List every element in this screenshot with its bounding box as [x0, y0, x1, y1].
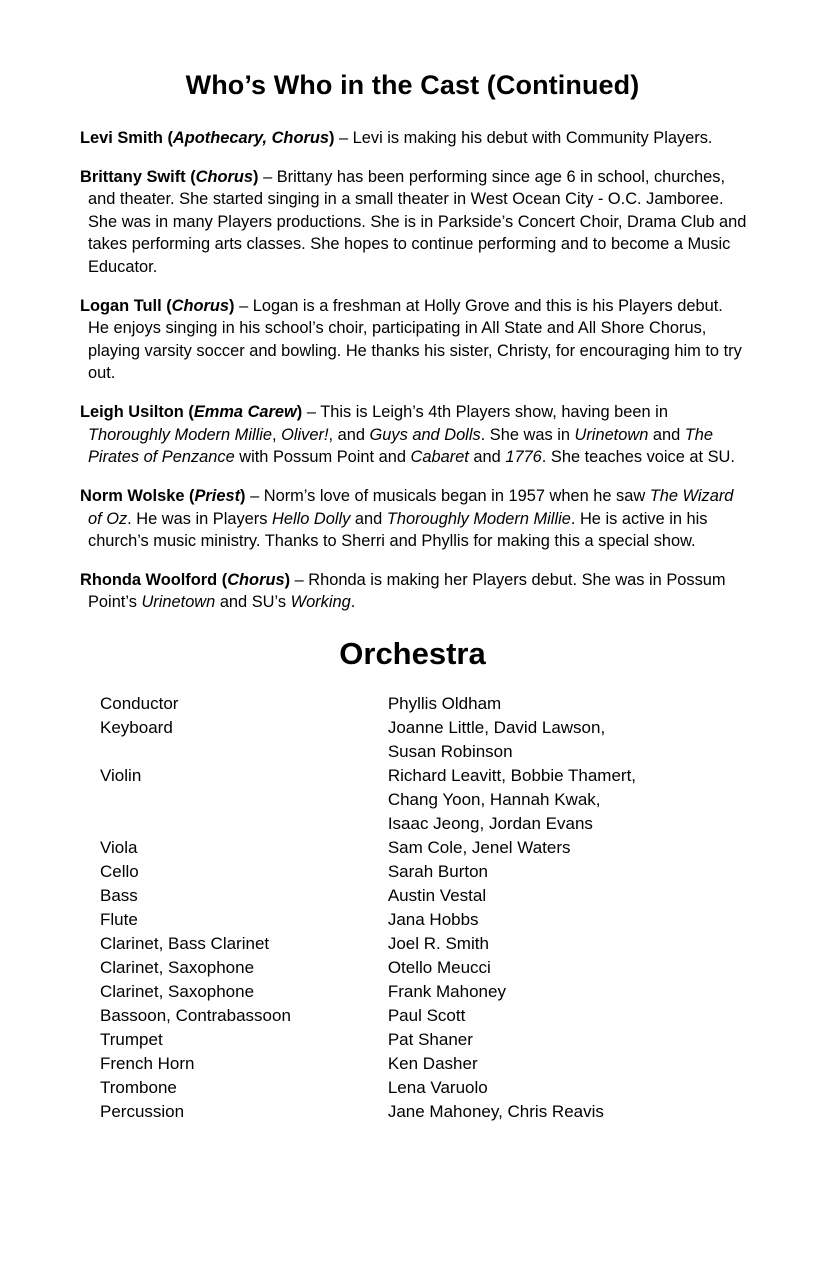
orchestra-member-line: Sarah Burton [387, 861, 489, 881]
orchestra-members [388, 716, 785, 764]
orchestra-role: Viola [100, 837, 138, 857]
bio-text: , [272, 425, 282, 444]
orchestra-role: Clarinet, Saxophone [100, 957, 255, 977]
orchestra-role: Bass [100, 885, 138, 905]
cast-member-name: Leigh Usilton [80, 403, 184, 422]
orchestra-role: Percussion [100, 1101, 185, 1121]
orchestra-members [388, 860, 785, 884]
orchestra-members [388, 836, 785, 860]
bio-text: . He was in Players [127, 509, 273, 528]
orchestra-member-line: Jane Mahoney, Chris Reavis [387, 1101, 604, 1121]
cast-bio-entry [80, 295, 747, 385]
bio-text: – Logan is a freshman at Holly Grove and this is his Players debut. He enjoys singing in his school’s choir, participating in All State and All Shore Chorus, playing varsity soccer and bowling. He thanks his sister, Christy, for encouraging him to try out. [88, 296, 742, 383]
bio-title-italic: Cabaret [410, 448, 469, 467]
cast-role-bold [194, 403, 297, 421]
bio-text: . He is active in his church’s music ministry. Thanks to Sherri and Phyllis for making this a special show. [88, 509, 708, 551]
orchestra-members [388, 1052, 785, 1076]
orchestra-member-line: Susan Robinson [387, 741, 513, 761]
bio-title-italic: Oliver! [281, 425, 329, 444]
orchestra-table-body [100, 692, 785, 1124]
orchestra-row [100, 980, 785, 1004]
bio-text: – Rhonda is making her Players debut. She was in Possum Point’s [88, 570, 726, 612]
orchestra-member-line: Chang Yoon, Hannah Kwak, [387, 789, 601, 809]
orchestra-row [100, 764, 785, 836]
bio-text: – Brittany has been performing since age 6 in school, churches, and theater. She started singing in a small theater in West Ocean City - O.C. Jamboree. She was in many Players productions. She is in Parkside’s Concert Choir, Drama Club and takes performing arts classes. She hopes to continue performing and to become a Music Educator. [88, 167, 747, 276]
orchestra-role: Cello [100, 861, 139, 881]
cast-member-name: Rhonda Woolford [80, 570, 218, 589]
orchestra-role: Conductor [100, 693, 179, 713]
orchestra-members [388, 1004, 785, 1028]
orchestra-row [100, 1076, 785, 1100]
orchestra-heading: Orchestra [339, 635, 486, 671]
orchestra-member-line: Lena Varuolo [387, 1077, 488, 1097]
cast-role-open-paren: ( [188, 403, 194, 422]
orchestra-role: Violin [100, 765, 142, 785]
orchestra-member-line: Sam Cole, Jenel Waters [387, 837, 571, 857]
orchestra-row [100, 1100, 785, 1124]
orchestra-role: Trombone [100, 1077, 177, 1097]
cast-role-close-paren: ) [296, 403, 303, 422]
cast-role-bold [196, 168, 253, 186]
orchestra-members [388, 692, 785, 716]
cast-role-open-paren: ( [189, 487, 195, 506]
cast-bio-entry [80, 401, 747, 469]
orchestra-role: Flute [100, 909, 138, 929]
orchestra-member-line: Pat Shaner [387, 1029, 473, 1049]
orchestra-members [388, 764, 785, 836]
cast-role-close-paren: ) [240, 487, 246, 506]
cast-member-name: Logan Tull [80, 296, 162, 315]
cast-role: Apothecary, Chorus [172, 129, 329, 147]
bio-title-italic: The Wizard of Oz [88, 487, 734, 528]
cast-role-bold [172, 297, 229, 315]
orchestra-row [100, 956, 785, 980]
cast-bio-list [80, 127, 747, 614]
bio-text: and [468, 448, 506, 467]
orchestra-members [388, 1100, 785, 1124]
bio-text: , and [328, 425, 370, 444]
orchestra-role: Clarinet, Saxophone [100, 981, 255, 1001]
orchestra-row [100, 836, 785, 860]
orchestra-row [100, 932, 785, 956]
orchestra-role: Trumpet [100, 1029, 163, 1049]
orchestra-member-line: Otello Meucci [387, 957, 491, 977]
bio-title-italic: Urinetown [141, 593, 216, 612]
orchestra-member-line: Richard Leavitt, Bobbie Thamert, [387, 765, 637, 785]
orchestra-members [388, 956, 785, 980]
orchestra-member-line: Austin Vestal [387, 885, 487, 905]
orchestra-role: Bassoon, Contrabassoon [100, 1005, 291, 1025]
bio-text: – Levi is making his debut with Community Players. [334, 129, 713, 147]
bio-title-italic: The Pirates of Penzance [88, 425, 714, 467]
cast-role-close-paren: ) [229, 296, 235, 315]
orchestra-role: Clarinet, Bass Clarinet [100, 933, 270, 953]
cast-role-open-paren: ( [221, 570, 228, 589]
cast-member-name: Brittany Swift [80, 167, 186, 186]
bio-title-italic: Hello Dolly [272, 509, 351, 528]
orchestra-row [100, 716, 785, 764]
orchestra-role: Keyboard [100, 717, 173, 737]
orchestra-member-line: Joanne Little, David Lawson, [387, 717, 606, 737]
bio-title-italic: Urinetown [574, 425, 649, 444]
cast-role: Priest [194, 487, 241, 506]
cast-role-close-paren: ) [328, 129, 335, 147]
bio-title-italic: Thoroughly Modern Millie [386, 509, 571, 528]
cast-role-open-paren: ( [190, 167, 196, 186]
bio-title-italic: Guys and Dolls [369, 425, 481, 444]
orchestra-row [100, 1004, 785, 1028]
cast-role: Chorus [227, 570, 285, 589]
cast-role: Chorus [195, 167, 254, 186]
bio-text: . [350, 593, 356, 612]
bio-text: – Norm’s love of musicals began in 1957 when he saw [245, 487, 650, 506]
cast-member-name: Norm Wolske [80, 487, 185, 506]
cast-role-bold [227, 571, 284, 589]
page-title: Who’s Who in the Cast (Continued) [185, 70, 640, 100]
orchestra-member-line: Phyllis Oldham [387, 693, 502, 713]
cast-role-open-paren: ( [166, 296, 172, 315]
cast-member-name: Levi Smith [80, 129, 163, 147]
bio-title-italic: 1776 [505, 448, 542, 467]
bio-text: . She was in [480, 425, 575, 444]
cast-role: Chorus [171, 296, 230, 315]
cast-bio-entry [80, 569, 747, 614]
cast-role-close-paren: ) [284, 570, 291, 589]
orchestra-row [100, 1052, 785, 1076]
orchestra-members [388, 1076, 785, 1100]
cast-role-open-paren: ( [167, 129, 173, 147]
orchestra-role: French Horn [100, 1053, 195, 1073]
orchestra-members [388, 1028, 785, 1052]
cast-role-bold [194, 487, 240, 505]
orchestra-member-line: Jana Hobbs [387, 909, 479, 929]
orchestra-member-line: Paul Scott [387, 1005, 466, 1025]
bio-text: and [350, 509, 387, 528]
orchestra-members [388, 908, 785, 932]
orchestra-row [100, 860, 785, 884]
cast-role: Emma Carew [193, 403, 297, 422]
bio-text: and [648, 425, 685, 444]
bio-text: and SU’s [215, 593, 291, 612]
bio-text: – This is Leigh’s 4th Players show, having been in [302, 403, 668, 422]
orchestra-member-line: Isaac Jeong, Jordan Evans [387, 813, 593, 833]
orchestra-row [100, 908, 785, 932]
bio-text: with Possum Point and [234, 448, 411, 467]
bio-text: . She teaches voice at SU. [541, 448, 735, 467]
cast-bio-entry [80, 166, 747, 279]
bio-title-italic: Working [290, 593, 351, 612]
orchestra-member-line: Joel R. Smith [387, 933, 489, 953]
cast-bio-entry [80, 485, 747, 553]
orchestra-members [388, 932, 785, 956]
orchestra-members [388, 980, 785, 1004]
orchestra-row [100, 692, 785, 716]
orchestra-member-line: Frank Mahoney [387, 981, 506, 1001]
orchestra-table [100, 692, 785, 1124]
orchestra-members [388, 884, 785, 908]
bio-title-italic: Thoroughly Modern Millie [88, 425, 273, 444]
orchestra-row [100, 1028, 785, 1052]
cast-role-close-paren: ) [253, 167, 259, 186]
orchestra-member-line: Ken Dasher [387, 1053, 478, 1073]
cast-role-bold [173, 129, 329, 147]
orchestra-row [100, 884, 785, 908]
cast-bio-entry [80, 127, 747, 150]
